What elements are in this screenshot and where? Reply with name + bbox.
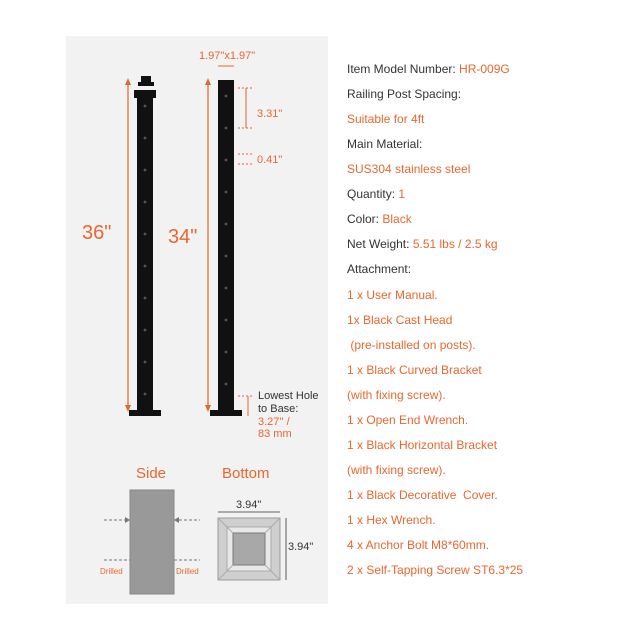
post-hole — [225, 223, 228, 226]
attachment-item: 1 x User Manual. — [347, 288, 438, 302]
post-hole — [225, 191, 228, 194]
post-size-label: 1.97"x1.97" — [199, 50, 256, 62]
spec-material-val: SUS304 stainless steel — [347, 162, 471, 176]
spec-spacing-key: Railing Post Spacing: — [347, 87, 462, 101]
post-hole — [225, 159, 228, 162]
bottom-width-label: 3.94" — [236, 499, 262, 511]
spec-color: Color: Black — [347, 212, 412, 226]
post-hole — [225, 95, 228, 98]
post-hole — [144, 137, 147, 140]
post-hole — [225, 319, 228, 322]
height-36-label: 36" — [82, 222, 112, 244]
side-view-title: Side — [136, 465, 167, 482]
attachment-item: 2 x Self-Tapping Screw ST6.3*25 — [347, 563, 524, 577]
lowest-hole-label: Lowest Hole to Base: — [258, 390, 319, 415]
spec-model: Item Model Number: HR-009G — [347, 62, 510, 76]
spec-material-key: Main Material: — [347, 137, 423, 151]
post-hole — [144, 201, 147, 204]
bottom-view-title: Bottom — [222, 465, 270, 482]
post-hole — [225, 383, 228, 386]
attachment-item: 1 x Black Horizontal Bracket — [347, 438, 498, 452]
post-with-head — [129, 76, 161, 416]
post-hole — [144, 329, 147, 332]
post-hole — [225, 351, 228, 354]
lowest-hole-value: 3.27'' / 83 mm — [258, 416, 292, 440]
hole-spacing-label: 3.31" — [257, 108, 283, 120]
bottom-height-label: 3.94" — [288, 541, 314, 553]
attachment-item: (with fixing screw). — [347, 463, 446, 477]
attachment-item: (pre-installed on posts). — [347, 338, 476, 352]
post-hole — [144, 105, 147, 108]
height-34-label: 34" — [168, 226, 198, 248]
hole-diameter-label: 0.41" — [257, 154, 283, 166]
post-hole — [144, 393, 147, 396]
post-hole — [144, 361, 147, 364]
attachment-item: 4 x Anchor Bolt M8*60mm. — [347, 538, 490, 552]
spec-spacing-val: Suitable for 4ft — [347, 112, 425, 126]
attachment-item: 1x Black Cast Head — [347, 313, 453, 327]
post-without-head — [210, 80, 242, 416]
attachment-item: 1 x Hex Wrench. — [347, 513, 436, 527]
side-view-shape — [130, 490, 174, 594]
spec-weight: Net Weight: 5.51 lbs / 2.5 kg — [347, 237, 498, 251]
attachment-item: 1 x Black Curved Bracket — [347, 363, 482, 377]
post-hole — [144, 233, 147, 236]
attachment-item: 1 x Black Decorative Cover. — [347, 488, 498, 502]
spec-quantity: Quantity: 1 — [347, 187, 406, 201]
spec-attachment-key: Attachment: — [347, 262, 412, 276]
post-hole — [144, 297, 147, 300]
attachment-item: (with fixing screw). — [347, 388, 446, 402]
drilled-right-label: Drilled — [176, 567, 199, 576]
post-hole — [225, 255, 228, 258]
drilled-left-label: Drilled — [100, 567, 123, 576]
post-hole — [144, 265, 147, 268]
post-hole — [225, 287, 228, 290]
attachment-item: 1 x Open End Wrench. — [347, 413, 469, 427]
post-hole — [144, 169, 147, 172]
post-hole — [225, 127, 228, 130]
